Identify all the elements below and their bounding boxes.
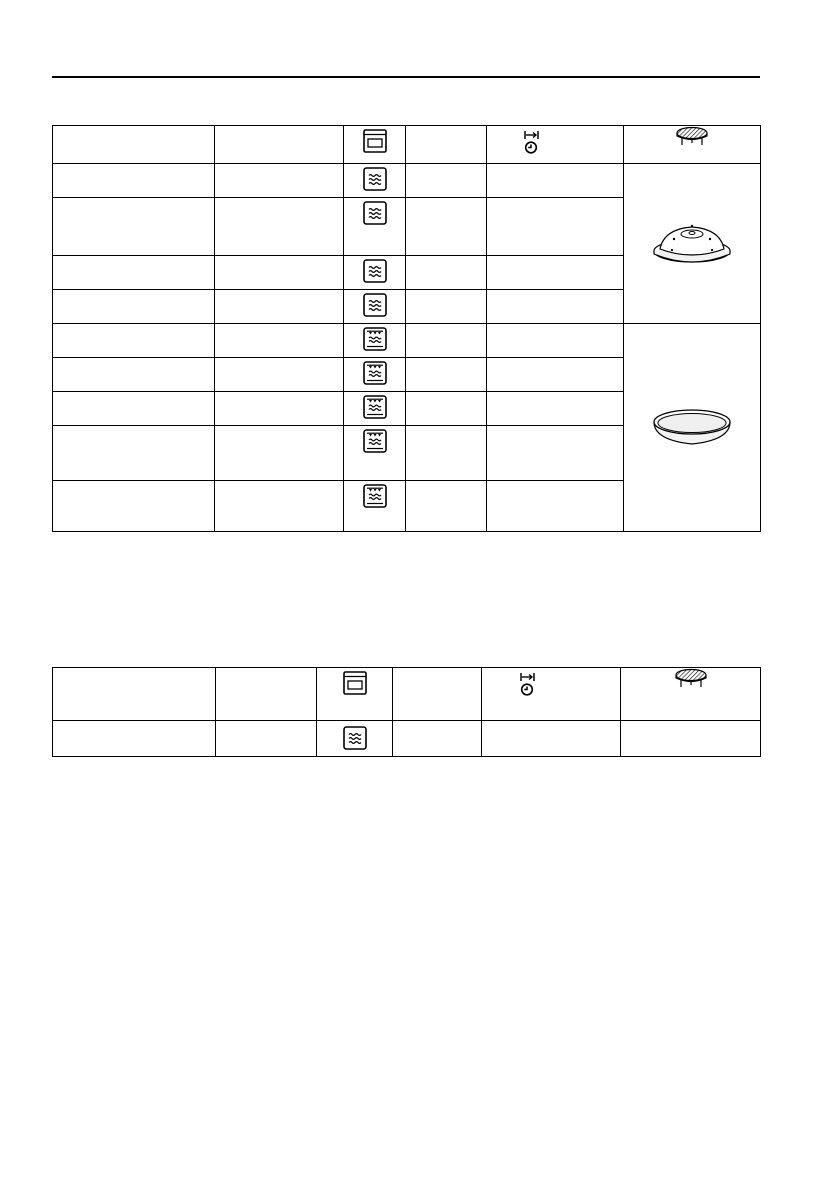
microwave-icon <box>343 726 367 750</box>
food-cell <box>53 426 215 481</box>
mode-cell <box>344 256 406 290</box>
header-cell-food <box>53 126 215 164</box>
microwave-icon <box>363 293 387 317</box>
time-cell <box>487 426 624 481</box>
table-row <box>53 164 761 198</box>
header-cell-power <box>215 126 344 164</box>
microwave-icon <box>363 259 387 283</box>
header-cell-accessory <box>621 668 761 721</box>
accessory-table-secondary <box>52 667 761 757</box>
header-cell-time <box>487 126 624 164</box>
power-cell <box>215 324 344 358</box>
mode-cell <box>344 164 406 198</box>
level-cell <box>406 426 487 481</box>
time-cell <box>482 721 621 757</box>
header-cell-level <box>393 668 482 721</box>
header-cell-accessory <box>624 126 761 164</box>
header-rule <box>52 76 760 78</box>
time-cell <box>487 324 624 358</box>
level-cell <box>406 290 487 324</box>
oven-mode-icon <box>363 129 387 153</box>
level-cell <box>406 324 487 358</box>
mode-cell <box>344 290 406 324</box>
power-cell <box>215 426 344 481</box>
microwave-icon <box>363 167 387 191</box>
food-cell <box>53 481 215 532</box>
header-cell-mode <box>317 668 393 721</box>
food-cell <box>53 256 215 290</box>
grill-rack-icon <box>671 668 711 692</box>
time-cell <box>487 198 624 256</box>
crisp-dish-icon <box>651 408 733 448</box>
food-cell <box>53 721 216 757</box>
oven-mode-icon <box>343 671 367 695</box>
level-cell <box>406 358 487 392</box>
microwave-grill-icon <box>363 484 387 508</box>
microwave-grill-icon <box>363 395 387 419</box>
time-cell <box>487 392 624 426</box>
food-cell <box>53 358 215 392</box>
mode-cell <box>344 198 406 256</box>
power-cell <box>215 256 344 290</box>
food-cell <box>53 290 215 324</box>
header-cell-mode <box>344 126 406 164</box>
mode-cell <box>344 481 406 532</box>
power-cell <box>215 164 344 198</box>
level-cell <box>406 198 487 256</box>
power-cell <box>215 290 344 324</box>
level-cell <box>406 481 487 532</box>
food-cell <box>53 324 215 358</box>
power-cell <box>216 721 317 757</box>
table-row <box>53 324 761 358</box>
table-header-row <box>53 126 761 164</box>
power-cell <box>215 392 344 426</box>
mode-cell <box>344 392 406 426</box>
microwave-icon <box>363 201 387 225</box>
header-cell-level <box>406 126 487 164</box>
power-cell <box>215 198 344 256</box>
food-cell <box>53 198 215 256</box>
timer-start-icon <box>522 129 542 155</box>
table-header-row <box>53 668 761 721</box>
time-cell <box>487 358 624 392</box>
mode-cell <box>344 358 406 392</box>
time-cell <box>487 481 624 532</box>
header-cell-power <box>216 668 317 721</box>
table-row <box>53 721 761 757</box>
grill-rack-icon <box>672 126 712 150</box>
level-cell <box>406 256 487 290</box>
timer-start-icon <box>518 671 538 697</box>
microwave-grill-icon <box>363 327 387 351</box>
accessory-cell <box>621 721 761 757</box>
mode-cell <box>317 721 393 757</box>
food-cell <box>53 164 215 198</box>
header-cell-food <box>53 668 216 721</box>
mode-cell <box>344 324 406 358</box>
level-cell <box>393 721 482 757</box>
microwave-grill-icon <box>363 429 387 453</box>
food-cell <box>53 392 215 426</box>
accessory-cell-cover <box>624 164 761 324</box>
power-cell <box>215 358 344 392</box>
accessory-cell-crisp-dish <box>624 324 761 532</box>
time-cell <box>487 256 624 290</box>
power-cell <box>215 481 344 532</box>
header-cell-time <box>482 668 621 721</box>
microwave-cover-icon <box>652 219 732 269</box>
time-cell <box>487 164 624 198</box>
level-cell <box>406 392 487 426</box>
mode-cell <box>344 426 406 481</box>
accessory-table-main <box>52 125 761 532</box>
microwave-grill-icon <box>363 361 387 385</box>
time-cell <box>487 290 624 324</box>
level-cell <box>406 164 487 198</box>
